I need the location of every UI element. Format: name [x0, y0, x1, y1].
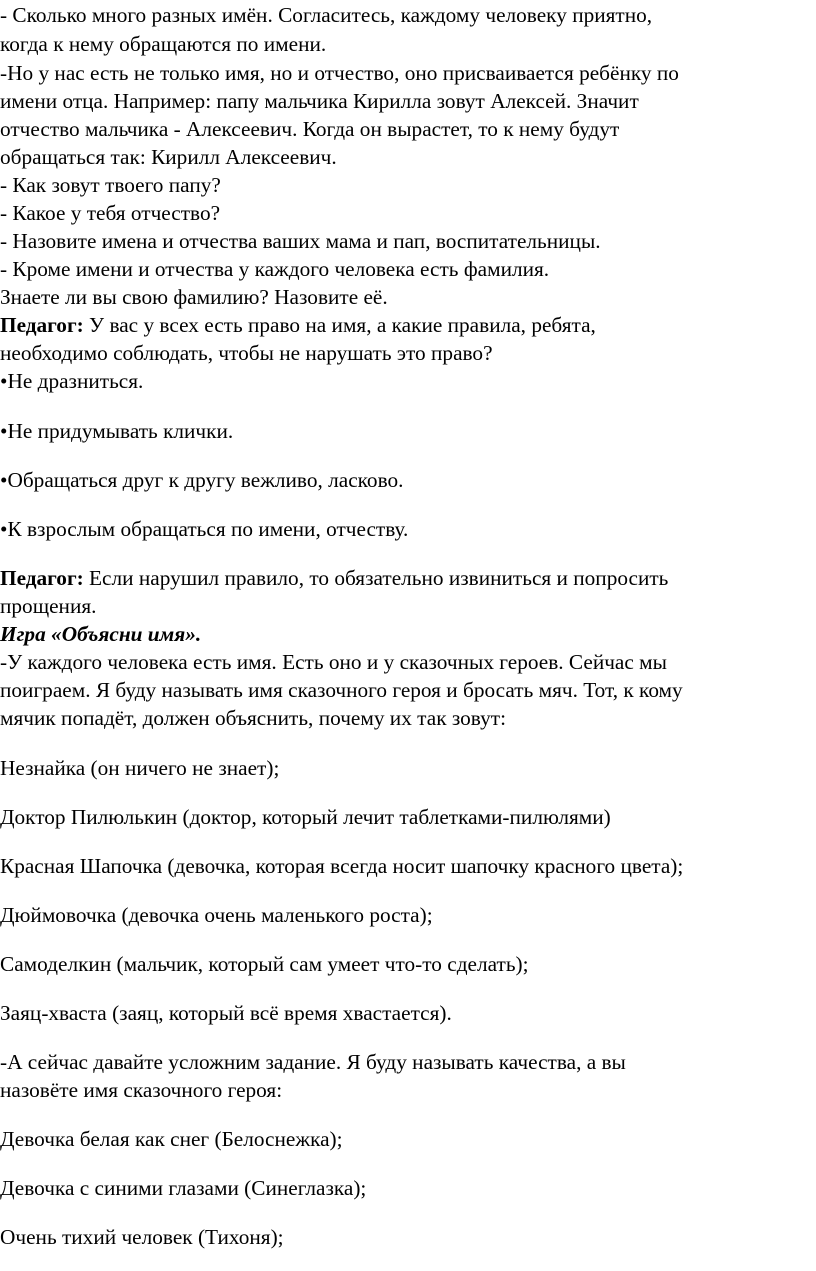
teacher-remark-1-line-2: необходимо соблюдать, чтобы не нарушать это право?: [0, 341, 493, 365]
teacher-label: Педагог:: [0, 313, 84, 337]
intro-line-4: имени отца. Например: папу мальчика Кирилла зовут Алексей. Значит: [0, 89, 639, 113]
question-papa: - Как зовут твоего папу?: [0, 173, 221, 197]
game-intro-line-1: -У каждого человека есть имя. Есть оно и у сказочных героев. Сейчас мы: [0, 650, 667, 674]
task-line-1: -А сейчас давайте усложним задание. Я буду называть качества, а вы: [0, 1050, 626, 1074]
hero-item: Красная Шапочка (девочка, которая всегда носит шапочку красного цвета);: [0, 854, 684, 878]
rule-item: •Не дразниться.: [0, 369, 144, 393]
hero-item: Самоделкин (мальчик, который сам умеет что-то сделать);: [0, 952, 529, 976]
hero-item: Заяц-хваста (заяц, который всё время хвастается).: [0, 1001, 452, 1025]
hero-item: Доктор Пилюлькин (доктор, который лечит таблетками-пилюлями): [0, 805, 611, 829]
rule-item: •К взрослым обращаться по имени, отчеству.: [0, 517, 409, 541]
intro-surname-question: Знаете ли вы свою фамилию? Назовите её.: [0, 285, 388, 309]
intro-surname-line: - Кроме имени и отчества у каждого человека есть фамилия.: [0, 257, 550, 281]
teacher-remark-2: [0, 565, 668, 591]
intro-line-6: обращаться так: Кирилл Алексеевич.: [0, 145, 337, 169]
intro-line-3: -Но у нас есть не только имя, но и отчество, оно присваивается ребёнку по: [0, 61, 679, 85]
question-parents-names: - Назовите имена и отчества ваших мама и пап, воспитательницы.: [0, 229, 601, 253]
quality-item: Девочка с синими глазами (Синеглазка);: [0, 1176, 367, 1200]
teacher-remark-1-text: У вас у всех есть право на имя, а какие правила, ребята,: [83, 313, 596, 337]
teacher-label: Педагог:: [0, 566, 84, 590]
hero-item: Дюймовочка (девочка очень маленького роста);: [0, 903, 433, 927]
rule-item: •Обращаться друг к другу вежливо, ласково.: [0, 468, 404, 492]
quality-item: Девочка белая как снег (Белоснежка);: [0, 1127, 343, 1151]
teacher-remark-2-text: Если нарушил правило, то обязательно извиниться и попросить: [83, 566, 669, 590]
intro-line-5: отчество мальчика - Алексеевич. Когда он вырастет, то к нему будут: [0, 117, 620, 141]
task-line-2: назовёте имя сказочного героя:: [0, 1078, 283, 1102]
teacher-remark-2-line-2: прощения.: [0, 594, 97, 618]
game-title: Игра «Объясни имя».: [0, 622, 202, 646]
game-intro-line-3: мячик попадёт, должен объяснить, почему их так зовут:: [0, 706, 507, 730]
quality-item: Очень тихий человек (Тихоня);: [0, 1225, 284, 1249]
game-intro-line-2: поиграем. Я буду называть имя сказочного героя и бросать мяч. Тот, к кому: [0, 678, 683, 702]
intro-line-1: - Сколько много разных имён. Согласитесь, каждому человеку приятно,: [0, 3, 653, 27]
rule-item: •Не придумывать клички.: [0, 419, 234, 443]
question-patronymic: - Какое у тебя отчество?: [0, 201, 221, 225]
hero-item: Незнайка (он ничего не знает);: [0, 756, 280, 780]
intro-line-2: когда к нему обращаются по имени.: [0, 32, 327, 56]
teacher-remark-1: [0, 312, 596, 338]
